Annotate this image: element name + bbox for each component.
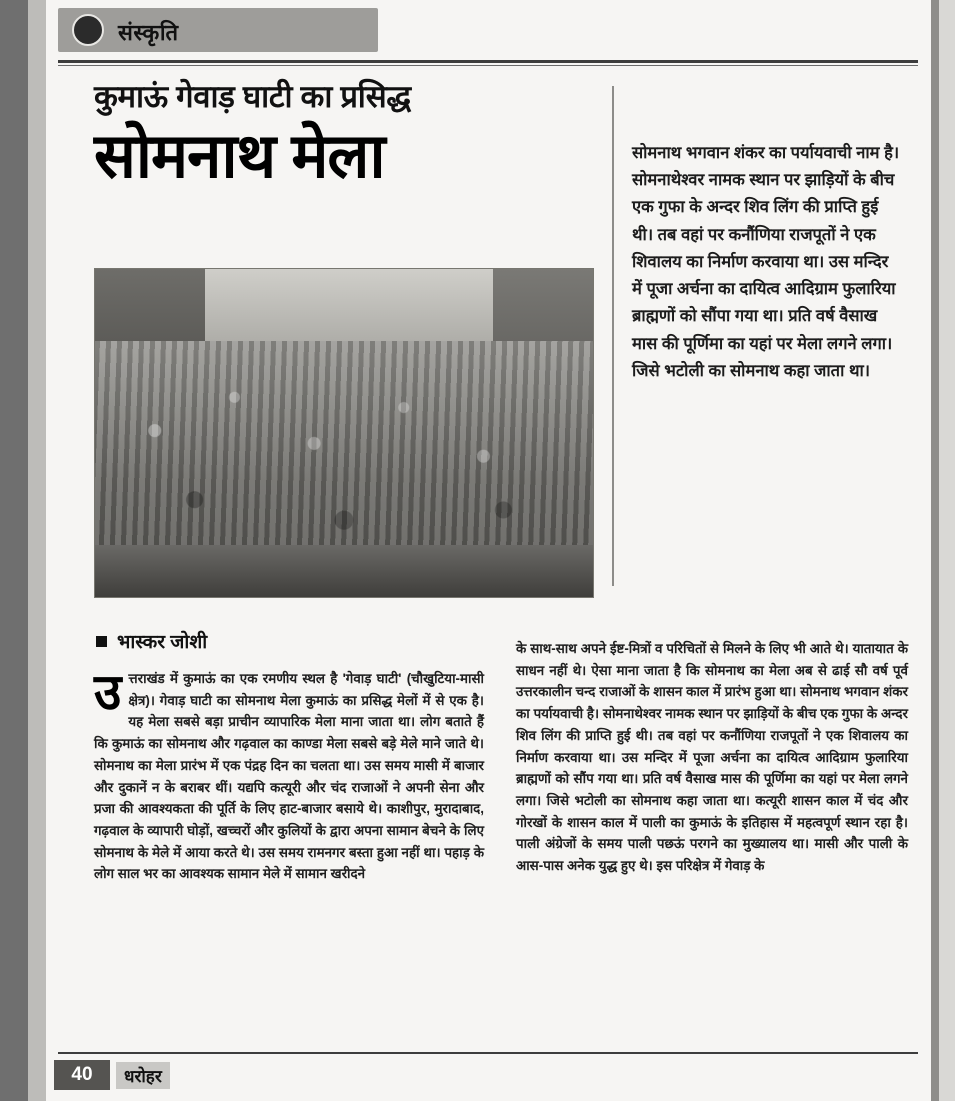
title-block <box>94 78 564 191</box>
column-divider <box>612 86 614 586</box>
section-header-bar <box>58 8 378 52</box>
page-number: 40 <box>54 1060 110 1090</box>
drop-cap: उ <box>94 664 122 720</box>
square-bullet-icon <box>96 636 107 647</box>
photo-ground <box>95 545 593 597</box>
page-content <box>46 0 931 1101</box>
page-right-margin-strip <box>939 0 955 1101</box>
byline <box>96 628 207 654</box>
page-left-margin-strip-inner <box>28 0 46 1101</box>
article-photo <box>94 268 594 598</box>
filled-circle-icon <box>72 14 104 46</box>
section-label: संस्कृति <box>118 20 179 45</box>
page-title: सोमनाथ मेला <box>94 121 385 191</box>
body-text-left: त्तराखंड में कुमाऊं का एक रमणीय स्थल है 'गेवाड़ घाटी' (चौखुटिया-मासी क्षेत्र)। गेवाड़ घाटी का सोमनाथ मेला कुमाऊं का प्रसिद्ध मेलों में से एक है। यह मेला सबसे बड़ा प्राचीन व्यापारिक मेला माना जाता था। लोग बताते हैं कि कुमाऊं का सोमनाथ और गढ़वाल का काण्डा मेला सबसे बड़े मेले माने जाते थे। सोमनाथ का मेला प्रारंभ में एक पंद्रह दिन का चलता था। उस समय मासी में बाजार और दुकानें न के बराबर थीं। यद्यपि कत्यूरी और चंद राजाओं ने अपनी सेना और प्रजा की आवश्यकता की पूर्ति के लिए हाट-बाजार बसाये थे। काशीपुर, मुरादाबाद, गढ़वाल के व्यापारी घोड़ों, खच्चरों और कुलियों के द्वारा अपना सामान बेचने के लिए सोमनाथ के मेले में आया करते थे। उस समय रामनगर बस्ता हुआ नहीं था। पहाड़ के लोग साल भर का आवश्यक सामान मेले में सामान खरीदने <box>94 671 484 882</box>
body-column-left <box>94 664 484 885</box>
header-divider <box>58 60 918 63</box>
section-header <box>46 0 931 62</box>
page-right-margin-strip-dark <box>931 0 939 1101</box>
header-divider-thin <box>58 65 918 66</box>
footer-divider <box>58 1052 918 1054</box>
body-column-right: के साथ-साथ अपने ईष्ट-मित्रों व परिचितों से मिलने के लिए भी आते थे। यातायात के साधन नहीं थे। ऐसा माना जाता है कि सोमनाथ का मेला अब से ढाई सौ वर्ष पूर्व उत्तरकालीन चन्द राजाओं के शासन काल में प्रारंभ हुआ था। सोमनाथ भगवान शंकर का पर्यायवाची है। सोमनाथेश्वर नामक स्थान पर झाड़ियों के बीच एक गुफा के अन्दर शिव लिंग की प्राप्ति हुई थी। तब वहां पर कनौंणिया राजपूतों ने एक शिवालय का निर्माण करवाया था। उस मन्दिर में पूजा अर्चना का दायित्व आदिग्राम फुलारिया ब्राह्मणों को सौंप गया था। प्रति वर्ष वैसाख मास की पूर्णिमा का यहां पर मेला लगने लगा। जिसे भटोली का सोमनाथ कहा जाता था। कत्यूरी शासन काल में चंद और गोरखों के शासन काल में पाली का कुमाऊं के इतिहास में महत्वपूर्ण स्थान रहा है। पाली अंग्रेजों के समय पाली पछऊं परगने का मुख्यालय था। मासी और पाली के आस-पास अनेक युद्ध हुए थे। इस परिक्षेत्र में गेवाड़ के <box>516 641 908 874</box>
page-left-margin-strip <box>0 0 28 1101</box>
article-kicker: कुमाऊं गेवाड़ घाटी का प्रसिद्ध <box>94 79 411 114</box>
article-intro: सोमनाथ भगवान शंकर का पर्यायवाची नाम है। सोमनाथेश्वर नामक स्थान पर झाड़ियों के बीच एक गुफा के अन्दर शिव लिंग की प्राप्ति हुई थी। तब वहां पर कनौंणिया राजपूतों ने एक शिवालय का निर्माण करवाया था। उस मन्दिर में पूजा अर्चना का दायित्व आदिग्राम फुलारिया ब्राह्मणों को सौंपा गया था। प्रति वर्ष वैसाख मास की पूर्णिमा का यहां पर मेला लगने लगा। जिसे भटोली का सोमनाथ कहा जाता था। <box>632 144 900 380</box>
magazine-name: धरोहर <box>116 1062 170 1089</box>
byline-author: भास्कर जोशी <box>117 632 208 653</box>
